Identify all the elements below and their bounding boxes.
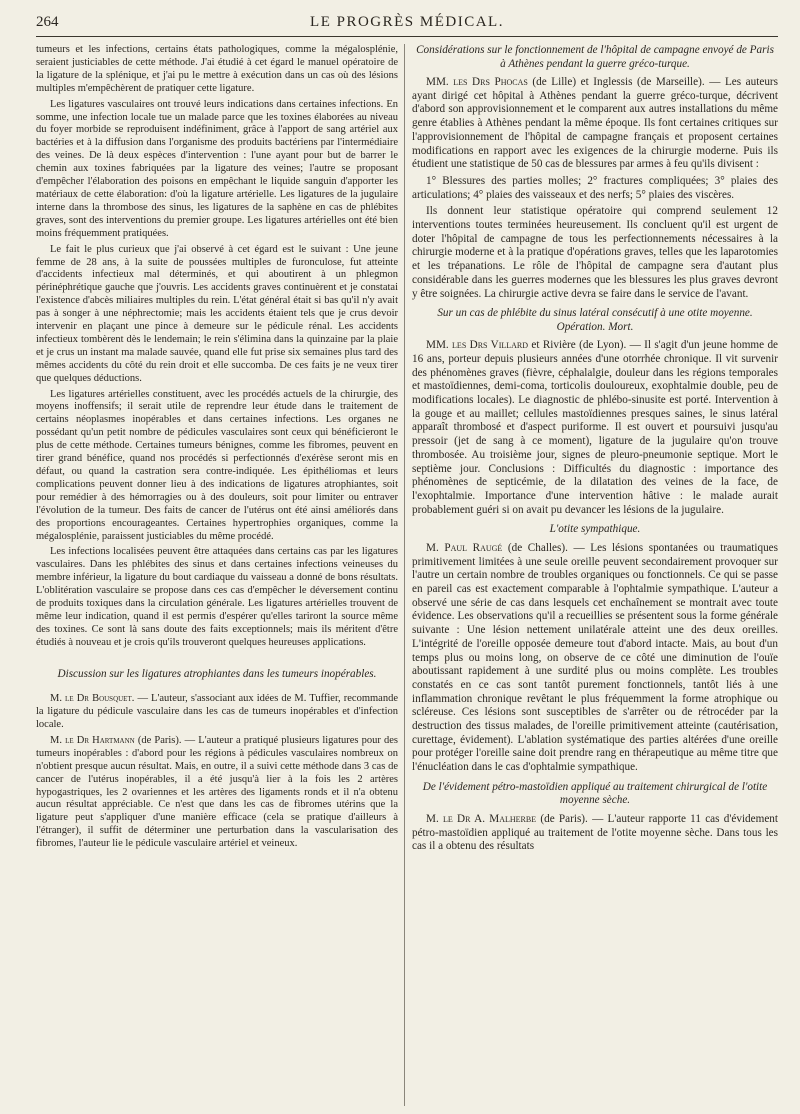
paragraph: Les infections localisées peuvent être attaquées dans certains cas par les ligatures vasculaires. Dans les phlébites des sinus et dans certaines infections veineuses du membre inférieur, la ligature du bout cardiaque du vaisseau a donné de bons résultats. L'oblitération vasculaire se propose dans ces cas d'empêcher le déversement continu de produits toxiques dans la circulation générale. Les ligatures artérielles trouvent de même leur indication, quand il est permis d'espérer qu'elles tariront la source même des toxines. Ce sont là sans doute des faits exceptionnels; mais ils méritent d'être étudiés à nouveau et je crois qu'ils trouveront quelques heureuses applications. bbox=[36, 546, 398, 648]
running-title: LE PROGRÈS MÉDICAL. bbox=[310, 14, 504, 30]
section-heading: Discussion sur les ligatures atrophiantes dans les tumeurs inopérables. bbox=[57, 667, 377, 680]
column-divider bbox=[404, 44, 405, 1106]
paragraph: Les ligatures vasculaires ont trouvé leurs indications dans certaines infections. En somme, une infection locale tue un malade parce que les toxines élaborées au niveau du foyer morbide se reproduisent indéfiniment, grâce à l'apport de sang artériel aux bactéries et à la diffusion dans l'organisme des produits bactériens par l'intermédiaire des veines. De là deux espèces d'intervention : l'une ayant pour but de barrer le chemin aux toxines fabriquées par la ligature des veines; l'autre se proposant d'empêcher l'élaboration des poisons en empêchant le liquide sanguin d'apporter les matériaux de cette élaboration: d'où la ligature artérielle. Les ligatures de la jugulaire interne dans la thrombose des sinus, les ligatures de la saphène en cas de phlébites graves, sont des interventions du premier groupe. Les ligatures artérielles ont été bien moins fréquemment pratiquées. bbox=[36, 98, 398, 239]
paragraph: tumeurs et les infections, certains états pathologiques, comme la mégalosplénie, seraient justiciables de cette méthode. J'ai étudié à cet égard le manuel opératoire de la ligature de la splénique, et j'ai pu le mettre à exécution dans un cas où des lésions multiples m'empêchèrent de pratiquer cette ligature. bbox=[36, 44, 398, 94]
paragraph: Le fait le plus curieux que j'ai observé à cet égard est le suivant : Une jeune femme de 28 ans, à la suite de poussées multiples de furonculose, fut atteinte d'accidents infectieux mal déterminés, et qui aboutirent à un phlegmon périnéphrétique gauche que j'ouvris. Les accidents graves continuèrent et je constatai l'existence d'abcès miliaires multiples du rein. L'état général était si bas qu'il n'y avait pas à songer à une néphrectomie; mais les accidents étaient tels que je crus devoir intervenir en plaçant une pince à demeure sur le pédicule rénal. Les accidents infectieux tombèrent dès le lendemain; le rein s'élimina dans la quinzaine par la plaie et je crus un instant ma malade sauvée, quand elle fut prise six semaines plus tard des mêmes accidents du côté du rein droit et elle succomba. De ces faits je ne veux tirer que quelques déductions. bbox=[36, 243, 398, 384]
paragraph: Ils donnent leur statistique opératoire qui comprend seulement 12 interventions toutes terminées heureusement. Ils concluent qu'il est urgent de doter l'hôpital de campagne de tous les perfectionnements nécessaires à la chirurgie moderne et à la pratique d'opérations graves, telles que les laparotomies et les trépanations. Le rôle de l'hôpital de campagne sera d'autant plus considérable dans les guerres modernes que les blessures les plus graves devront y être soignées. La chirurgie active devra se faire dans le service de l'avant. bbox=[412, 205, 778, 300]
left-column bbox=[36, 44, 398, 1108]
author-name: M. le Dr Hartmann bbox=[50, 734, 135, 746]
author-name: M. le Dr Bousquet. bbox=[50, 693, 135, 705]
paragraph: 1° Blessures des parties molles; 2° fractures compliquées; 3° plaies des articulations; 4° plaies des vaisseaux et des nerfs; 5° plaies des viscères. bbox=[412, 174, 778, 201]
author-name: MM. les Drs Villard bbox=[426, 339, 529, 352]
section-heading: De l'évidement pétro-mastoïdien appliqué au traitement chirurgical de l'otite moyenne sèche. bbox=[422, 780, 768, 807]
paragraph-text: (de Lille) et Inglessis (de Marseille). — Les auteurs ayant dirigé cet hôpital à Athènes pendant la guerre gréco-turque, décrivent d'abord son approvisionnement et le comparent aux autres installations du même genre établies à Athènes pendant la même époque. Ils font certaines critiques sur l'approvisionnement de l'hôpital de campagne français et proposent certaines modifications en rapport avec les exigences de la chirurgie moderne. Puis ils étudient une statistique de 50 cas de blessures par armes à feu qu'ils divisent : bbox=[412, 76, 778, 171]
author-name: M. Paul Raugé bbox=[426, 541, 503, 554]
paragraph-text: et Rivière (de Lyon). — Il s'agit d'un jeune homme de 16 ans, porteur depuis plusieurs années d'une otorrhée chronique. Il vit survenir des phénomènes graves (fièvre, céphalalgie, douleur dans les régions temporales et mastoïdiennes, demi-coma, torticolis douloureux, exophtalmie double, peu de modifications locales). Le diagnostic de phlébo-sinusite est porté. Intervention à la gouge et au maillet; cellules mastoïdiennes presques saines, le sinus latéral apparaît thrombosé et d'aspect puriforme. Il est ouvert et poursuivi jusqu'au pressoir (jet de sang à ce moment), ligature de la jugulaire qu'on trouve thrombosée. Au troisième jour, signes de pleuro-pneumonie septique. Mort le septième jour. Conclusions : Difficultés du diagnostic : importance des phénomènes de septicémie, de la dilatation des veines de la face, de l'exophtalmie. Importance d'une intervention hâtive : le malade aurait probablement guéri si on avait pu devancer les lésions de la jugulaire. bbox=[412, 339, 778, 516]
page-number: 264 bbox=[36, 14, 59, 30]
author-name: MM. les Drs Phocas bbox=[426, 76, 528, 88]
paragraph bbox=[412, 813, 778, 854]
paragraph-text: — L'auteur, s'associant aux idées de M. Tuffier, recommande la ligature du pédicule vasculaire dans les cas de tumeurs inopérables et d'infection locale. bbox=[36, 693, 398, 730]
paragraph bbox=[412, 339, 778, 517]
paragraph bbox=[36, 693, 398, 732]
paragraph bbox=[36, 735, 398, 851]
paragraph-text: (de Paris). — L'auteur rapporte 11 cas d'évidement pétro-mastoïdien appliqué au traitement de l'otite moyenne sèche. Dans tous les cas il a obtenu des résultats bbox=[412, 812, 778, 853]
paragraph-text: (de Challes). — Les lésions spontanées ou traumatiques primitivement limitées à une seule oreille peuvent secondairement provoquer sur l'autre un certain nombre de troubles organiques ou fonctionnels. Ce qui se passe en pareil cas est exactement comparable à l'ophtalmie sympathique. L'auteur a observé une série de cas dans lesquels cet enchaînement se montrait avec toute évidence. Les observations qu'il a recueillies se présentent sous la forme générale suivante : Une lésion nettement unilatérale atteint une des deux oreilles. L'intégrité de l'oreille opposée demeure tout d'abord intacte. Mais, au bout d'un temps plus ou moins long, on observe de ce côté une diminution de l'ouïe aboutissant rapidement à une surdité plus ou moins complète. Les troubles constatés en ce cas sont tantôt purement fonctionnels, tantôt liés à une inflammation chronique revêtant le plus fréquemment la forme atrophique ou scléreuse. Ces lésions sont susceptibles de s'arrêter ou de rétrocéder par la destruction des tissus malades, de l'oreille primitivement atteinte (cautérisation, curettage, évidement). L'ablation systématique des parties altérées d'une oreille pour protéger l'oreille saine doit prendre rang en thérapeutique au même titre que l'énucléation dans le cas d'ophtalmie sympathique. bbox=[412, 541, 778, 774]
right-column bbox=[412, 44, 778, 1108]
author-name: M. le Dr A. Malherbe bbox=[426, 812, 537, 825]
section-heading: Sur un cas de phlébite du sinus latéral consécutif à une otite moyenne. Opération. Mort. bbox=[437, 307, 753, 333]
page-header bbox=[36, 12, 778, 37]
paragraph bbox=[412, 76, 778, 172]
paragraph-text: (de Paris). — L'auteur a pratiqué plusieurs ligatures pour des tumeurs inopérables : d'abord pour les régions à pédicules vasculaires nombreux on n'obtient presque aucun résultat. Mais, en outre, il a suivi cette méthode dans 3 cas de cancer de l'utérus inopérables, il a été jusqu'à lier à la fois les 2 artères hypogastriques, les 2 ovariennes et les artères des ligaments ronds et il n'a obtenu aucun résultat appréciable. Ce n'est que dans les cas de fibromes utérins que la ligature peut s'appliquer d'une manière efficace (cela se pratique d'ailleurs à l'étranger), il suffit de déterminer une perturbation dans la vascularisation des fibromes, l'auteur lie le pédicule vasculaire artériel et veineux. bbox=[36, 734, 398, 850]
section-heading: Considérations sur le fonctionnement de l'hôpital de campagne envoyé de Paris à Athènes pendant la guerre gréco-turque. bbox=[416, 44, 774, 70]
section-heading: L'otite sympathique. bbox=[549, 523, 641, 536]
paragraph bbox=[412, 542, 778, 775]
paragraph: Les ligatures artérielles constituent, avec les procédés actuels de la chirurgie, des moyens inoffensifs; il serait utile de reprendre leur étude dans le traitement de certains néoplasmes inopérables et dans certaines infections. Les organes ne possédant qu'un petit nombre de pédicules vasculaires sont ceux qui bénéficieront le plus de cette méthode. Certaines tumeurs bénignes, comme les fibromes, peuvent en tirer grand bénéfice, quand nos procédés si perfectionnés d'exérèse seront mis en défaut, ou quand la castration sera contre-indiquée. Les épithéliomas et leurs complications peuvent donner lieu à des indications de ligatures atrophiantes, soit pour remédier à des hémorragies ou à des douleurs, soit pour limiter ou entraver l'évolution de la tumeur. Des faits de cancer de l'utérus ont été ainsi améliorés dans des proportions encourageantes. Certaines hypertrophies organiques, comme la mégalosplénie, paraissent justiciables du même procédé. bbox=[36, 388, 398, 542]
